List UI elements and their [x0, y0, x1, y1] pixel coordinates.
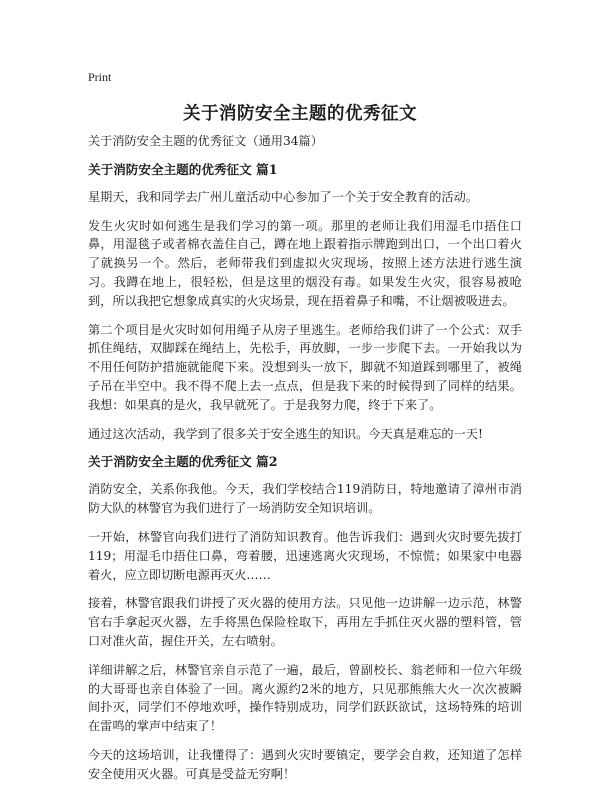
section-heading-2: 关于消防安全主题的优秀征文 篇2 [88, 454, 278, 470]
paragraph: 第二个项目是火灾时如何用绳子从房子里逃生。老师给我们讲了一个公式：双手抓住绳结，双脚踩在绳结上，先松手，再放脚，一步一步爬下去。一开始我以为不用任何防护措施就能爬下来。没想到头一放下，脚就不知道踩到哪里了，被绳子吊在半空中。我不得不爬上去一点点，但是我下来的时候得到了同样的结果。我想：如果真的是火，我早就死了。于是我努力爬，终于下来了。 [88, 322, 522, 412]
section-heading-1: 关于消防安全主题的优秀征文 篇1 [88, 161, 278, 177]
paragraph: 一开始，林警官向我们进行了消防知识教育。他告诉我们：遇到火灾时要先拔打119；用湿毛巾捂住口鼻，弯着腰，迅速逃离火灾现场，不惊慌；如果家中电器着火，应立即切断电源再灭火…… [88, 529, 522, 582]
paragraph: 详细讲解之后，林警官亲自示范了一遍，最后，曾副校长、翁老师和一位六年级的大哥哥也亲自体验了一回。离火源约2米的地方，只见那熊熊大火一次次被瞬间扑灭，同学们不停地欢呼，操作特别成功，同学们跃跃欲试，这场特殊的培训在雷鸣的掌声中结束了！ [88, 662, 522, 734]
paragraph: 发生火灾时如何逃生是我们学习的第一项。那里的老师让我们用湿毛巾捂住口鼻，用湿毯子或者棉衣盖住自己，蹲在地上跟着指示牌跑到出口，一个出口着火了就换另一个。然后，老师带我们到虚拟火灾现场，按照上述方法进行逃生演习。我蹲在地上，很轻松，但是这里的烟没有毒。如果发生火灾，很容易被呛到，所以我把它想象成真实的火灾场景，现在捂着鼻子和嘴，不让烟被吸进去。 [88, 218, 522, 308]
paragraph: 接着，林警官跟我们讲授了灭火器的使用方法。只见他一边讲解一边示范，林警官右手拿起灭火器，左手将黑色保险栓取下，再用左手抓住灭火器的塑料管，管口对准火苗，握住开关，左右喷射。 [88, 596, 522, 648]
paragraph: 通过这次活动，我学到了很多关于安全逃生的知识。今天真是难忘的一天! [88, 426, 483, 441]
paragraph: 消防安全，关系你我他。今天，我们学校结合119消防日，特地邀请了漳州市消防大队的林警官为我们进行了一场消防安全知识培训。 [88, 482, 522, 516]
print-link[interactable]: Print [88, 70, 112, 84]
page-title: 关于消防安全主题的优秀征文 [183, 104, 417, 124]
paragraph: 星期天，我和同学去广州儿童活动中心参加了一个关于安全教育的活动。 [88, 189, 478, 204]
paragraph: 今天的这场培训，让我懂得了：遇到火灾时要镇定，要学会自救，还知道了怎样安全使用灭火器。可真是受益无穷啊！ [88, 747, 522, 781]
article-body [88, 132, 522, 794]
article-subtitle: 关于消防安全主题的优秀征文（通用34篇） [88, 134, 323, 148]
